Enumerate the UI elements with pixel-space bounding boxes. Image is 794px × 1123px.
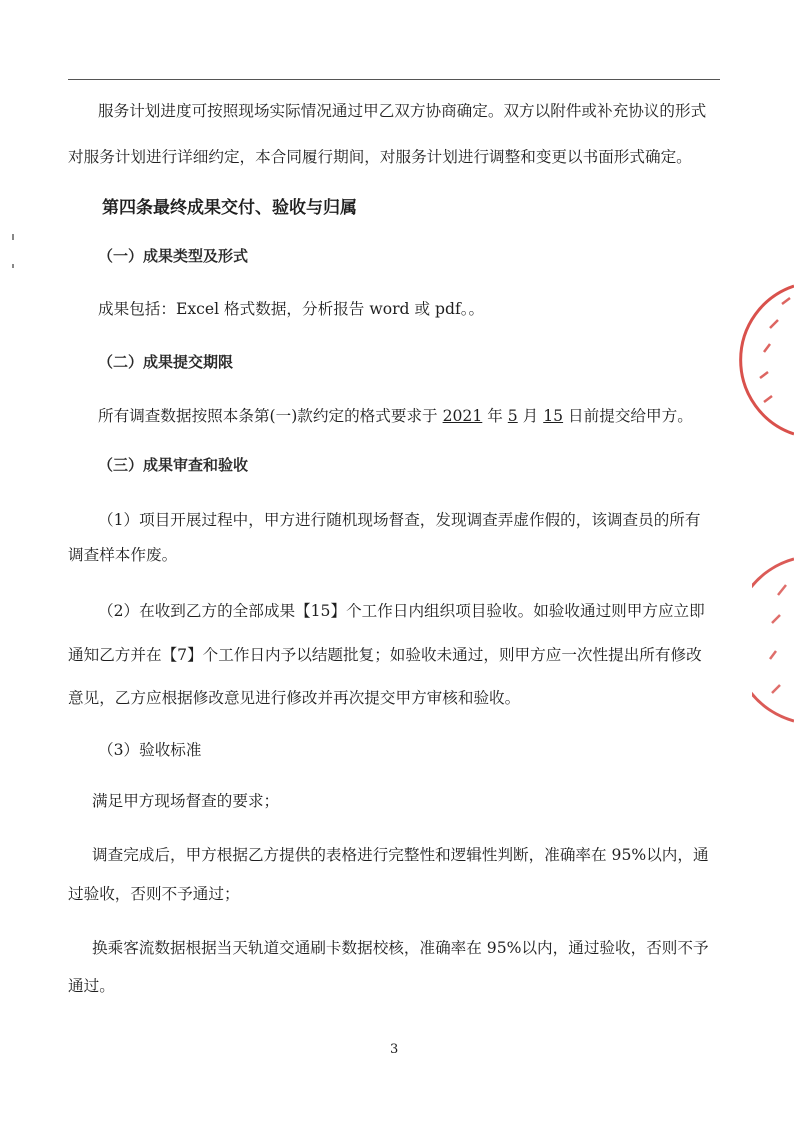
deadline-day: 15 [543, 407, 564, 425]
paragraph-line: 服务计划进度可按照现场实际情况通过甲乙双方协商确定。双方以附件或补充协议的形式 [98, 102, 707, 120]
deadline-suffix: 日前提交给甲方。 [563, 407, 693, 425]
scan-mark [12, 234, 14, 240]
deadline-year-unit: 年 [482, 407, 508, 425]
page-number: 3 [390, 1042, 399, 1057]
section-title: （二）成果提交期限 [98, 353, 234, 371]
deadline-prefix: 所有调查数据按照本条第(一)款约定的格式要求于 [98, 407, 443, 425]
seal-stamp-lower [752, 555, 794, 725]
article-title: 第四条最终成果交付、验收与归属 [102, 198, 357, 218]
standard-line: 通过。 [68, 977, 115, 995]
section-body [98, 406, 693, 426]
standard-line: 调查完成后，甲方根据乙方提供的表格进行完整性和逻辑性判断，准确率在 95%以内，通 [92, 846, 709, 864]
standard-line: 满足甲方现场督查的要求； [92, 792, 280, 810]
section-title: （一）成果类型及形式 [98, 247, 249, 265]
item-line: 调查样本作废。 [68, 546, 178, 564]
item-line: 通知乙方并在【7】个工作日内予以结题批复；如验收未通过，则甲方应一次性提出所有修改 [68, 646, 702, 664]
deadline-month: 5 [507, 407, 518, 425]
header-rule [68, 79, 720, 80]
item-line: （1）项目开展过程中，甲方进行随机现场督查，发现调查弄虚作假的，该调查员的所有 [98, 511, 701, 529]
section-title: （三）成果审查和验收 [98, 456, 249, 474]
deadline-month-unit: 月 [517, 407, 544, 425]
deadline-year: 2021 [442, 407, 483, 425]
seal-stamp-upper [730, 280, 794, 440]
section-body: 成果包括：Excel 格式数据，分析报告 word 或 pdf。。 [98, 300, 485, 318]
item-title: （3）验收标准 [98, 741, 202, 759]
item-line: 意见，乙方应根据修改意见进行修改并再次提交甲方审核和验收。 [68, 689, 521, 707]
item-line: （2）在收到乙方的全部成果【15】个工作日内组织项目验收。如验收通过则甲方应立即 [98, 602, 705, 620]
paragraph-line: 对服务计划进行详细约定，本合同履行期间，对服务计划进行调整和变更以书面形式确定。 [68, 148, 692, 166]
standard-line: 过验收，否则不予通过； [68, 885, 240, 903]
standard-line: 换乘客流数据根据当天轨道交通刷卡数据校核，准确率在 95%以内，通过验收，否则不予 [92, 939, 709, 957]
scan-mark [12, 264, 14, 268]
